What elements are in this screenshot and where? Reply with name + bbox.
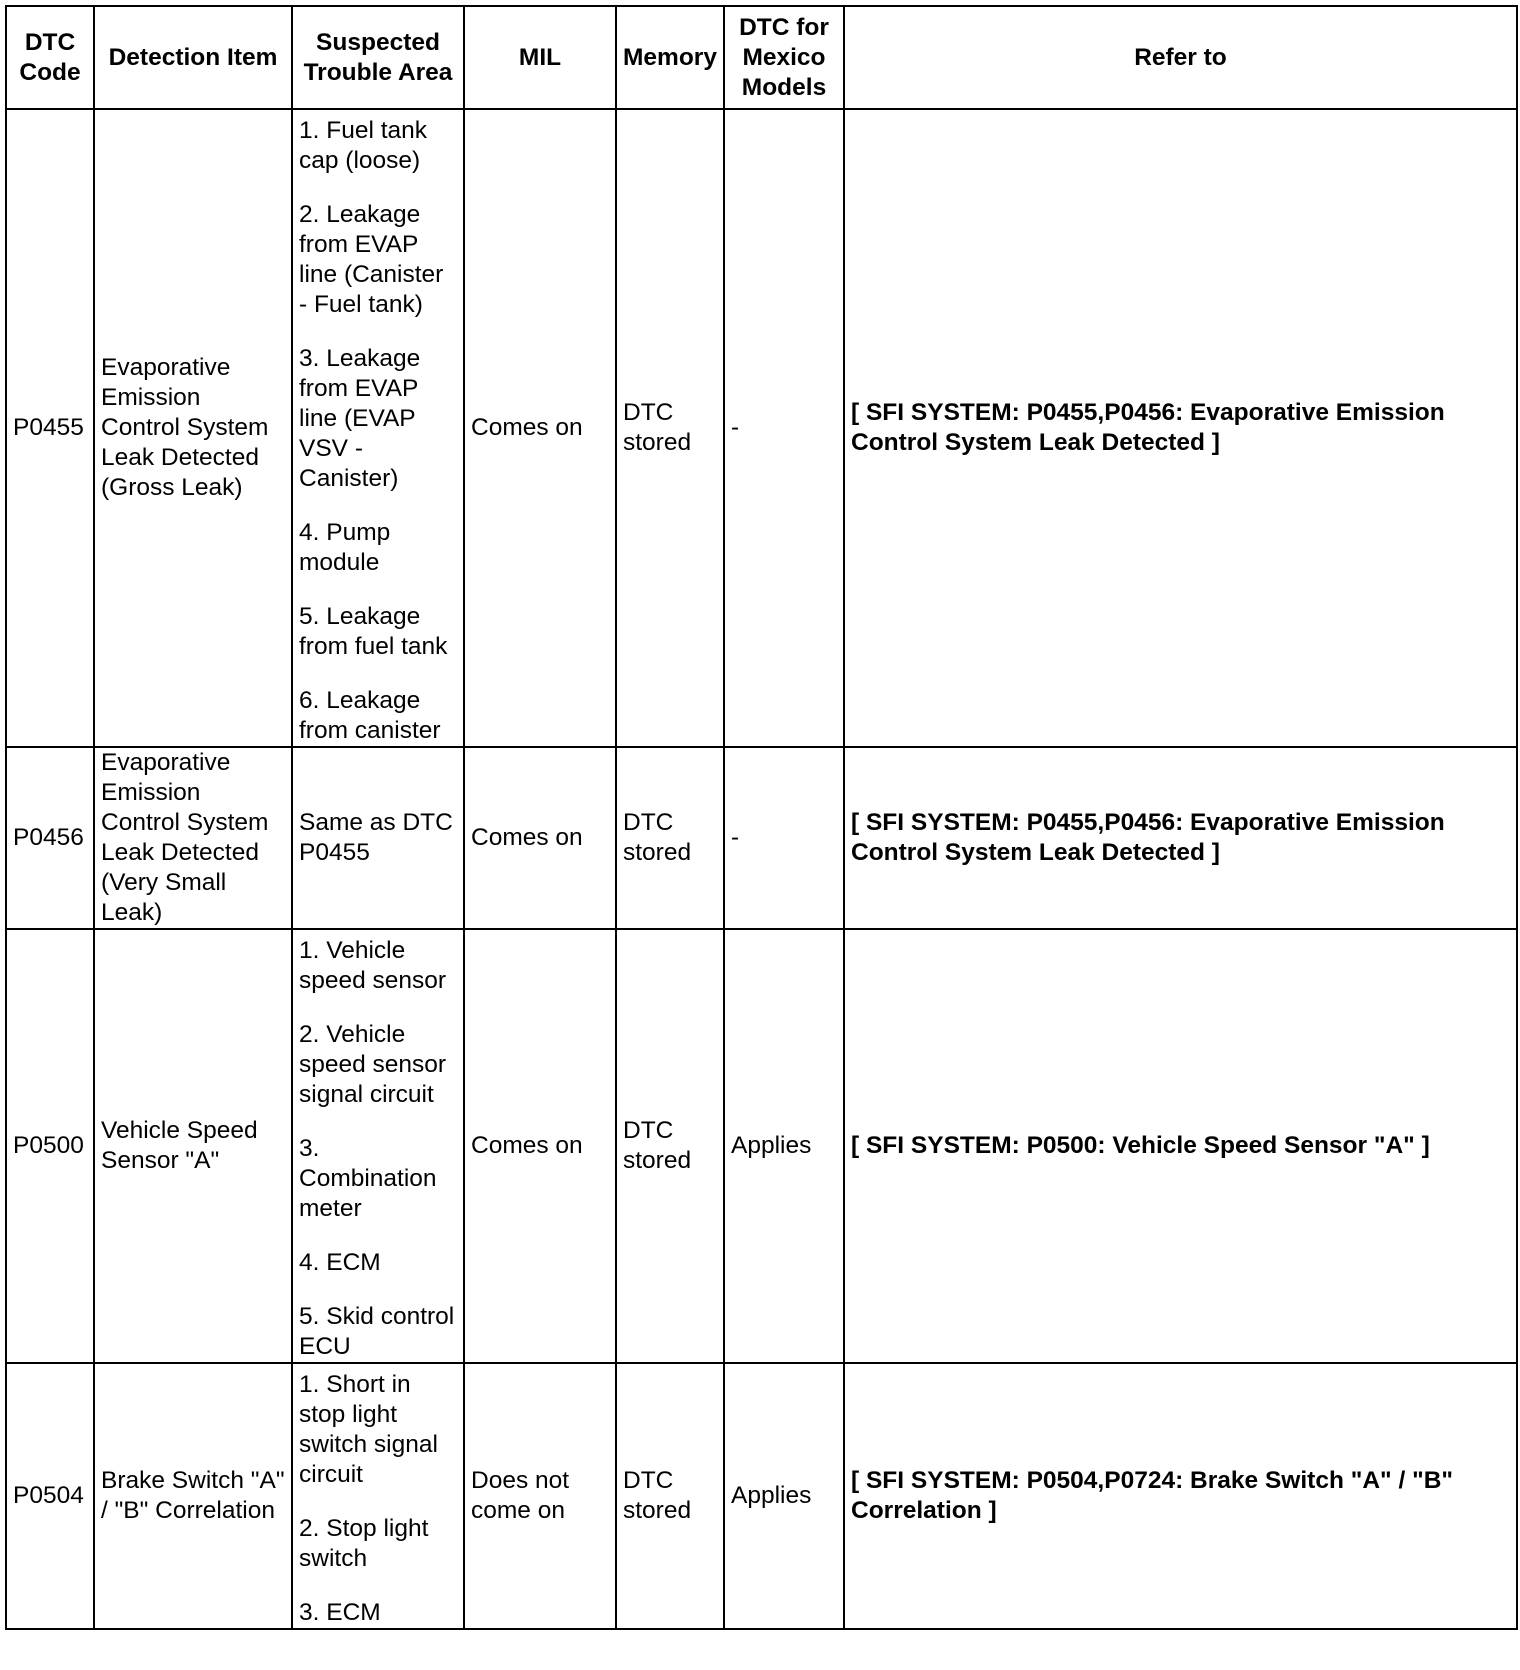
trouble-area-item: 4. Pump module xyxy=(299,519,391,576)
col-header-suspected-trouble-area: Suspected Trouble Area xyxy=(292,6,464,109)
table-row xyxy=(6,1363,1517,1629)
dtc-code-cell: P0500 xyxy=(6,929,94,1363)
refer-to-link[interactable]: [ SFI SYSTEM: P0500: Vehicle Speed Sensor "A" ] xyxy=(844,929,1517,1363)
trouble-area-item: 1. Fuel tank cap (loose) xyxy=(299,117,428,174)
trouble-area-item: 5. Leakage from fuel tank xyxy=(299,603,448,660)
trouble-area-item: 1. Short in stop light switch signal circuit xyxy=(299,1371,438,1488)
col-header-memory: Memory xyxy=(616,6,724,109)
mil-cell: Comes on xyxy=(464,929,616,1363)
trouble-area-item: 2. Leakage from EVAP line (Canister - Fuel tank) xyxy=(299,201,444,318)
detection-item-cell: Brake Switch "A" / "B" Correlation xyxy=(94,1363,292,1629)
trouble-area-item: 3. Leakage from EVAP line (EVAP VSV - Canister) xyxy=(299,345,421,492)
detection-item-cell: Evaporative Emission Control System Leak Detected (Gross Leak) xyxy=(94,109,292,747)
trouble-area-item: 3. Combination meter xyxy=(299,1135,437,1222)
trouble-area-item: 2. Stop light switch xyxy=(299,1515,429,1572)
dtc-code-cell: P0504 xyxy=(6,1363,94,1629)
trouble-area-item: 2. Vehicle speed sensor signal circuit xyxy=(299,1021,447,1108)
dtc-table xyxy=(5,5,1518,1630)
table-header-row xyxy=(6,6,1517,109)
trouble-area-item: 5. Skid control ECU xyxy=(299,1303,455,1360)
col-header-mil: MIL xyxy=(464,6,616,109)
col-header-refer-to: Refer to xyxy=(844,6,1517,109)
mil-cell: Comes on xyxy=(464,747,616,929)
memory-cell: DTC stored xyxy=(616,1363,724,1629)
dtc-code-cell: P0455 xyxy=(6,109,94,747)
mil-cell: Comes on xyxy=(464,109,616,747)
dtc-table-container xyxy=(5,5,1516,1630)
dtc-code-cell: P0456 xyxy=(6,747,94,929)
trouble-area-item: 1. Vehicle speed sensor xyxy=(299,937,447,994)
memory-cell: DTC stored xyxy=(616,109,724,747)
mexico-cell: - xyxy=(724,109,844,747)
table-row xyxy=(6,747,1517,929)
col-header-dtc-mexico: DTC for Mexico Models xyxy=(724,6,844,109)
table-row xyxy=(6,109,1517,747)
trouble-area-item: 4. ECM xyxy=(299,1249,381,1276)
trouble-area-item: 3. ECM xyxy=(299,1599,381,1626)
detection-item-cell: Vehicle Speed Sensor "A" xyxy=(94,929,292,1363)
mexico-cell: - xyxy=(724,747,844,929)
trouble-area-cell xyxy=(292,929,464,1363)
trouble-area-cell xyxy=(292,109,464,747)
trouble-area-item: Same as DTC P0455 xyxy=(299,809,453,866)
trouble-area-cell xyxy=(292,1363,464,1629)
table-row xyxy=(6,929,1517,1363)
memory-cell: DTC stored xyxy=(616,929,724,1363)
col-header-detection-item: Detection Item xyxy=(94,6,292,109)
mexico-cell: Applies xyxy=(724,1363,844,1629)
refer-to-link[interactable]: [ SFI SYSTEM: P0504,P0724: Brake Switch "A" / "B" Correlation ] xyxy=(844,1363,1517,1629)
mexico-cell: Applies xyxy=(724,929,844,1363)
memory-cell: DTC stored xyxy=(616,747,724,929)
trouble-area-cell xyxy=(292,747,464,929)
detection-item-cell: Evaporative Emission Control System Leak Detected (Very Small Leak) xyxy=(94,747,292,929)
trouble-area-item: 6. Leakage from canister xyxy=(299,687,441,744)
mil-cell: Does not come on xyxy=(464,1363,616,1629)
refer-to-link[interactable]: [ SFI SYSTEM: P0455,P0456: Evaporative Emission Control System Leak Detected ] xyxy=(844,109,1517,747)
refer-to-link[interactable]: [ SFI SYSTEM: P0455,P0456: Evaporative Emission Control System Leak Detected ] xyxy=(844,747,1517,929)
col-header-dtc-code: DTC Code xyxy=(6,6,94,109)
